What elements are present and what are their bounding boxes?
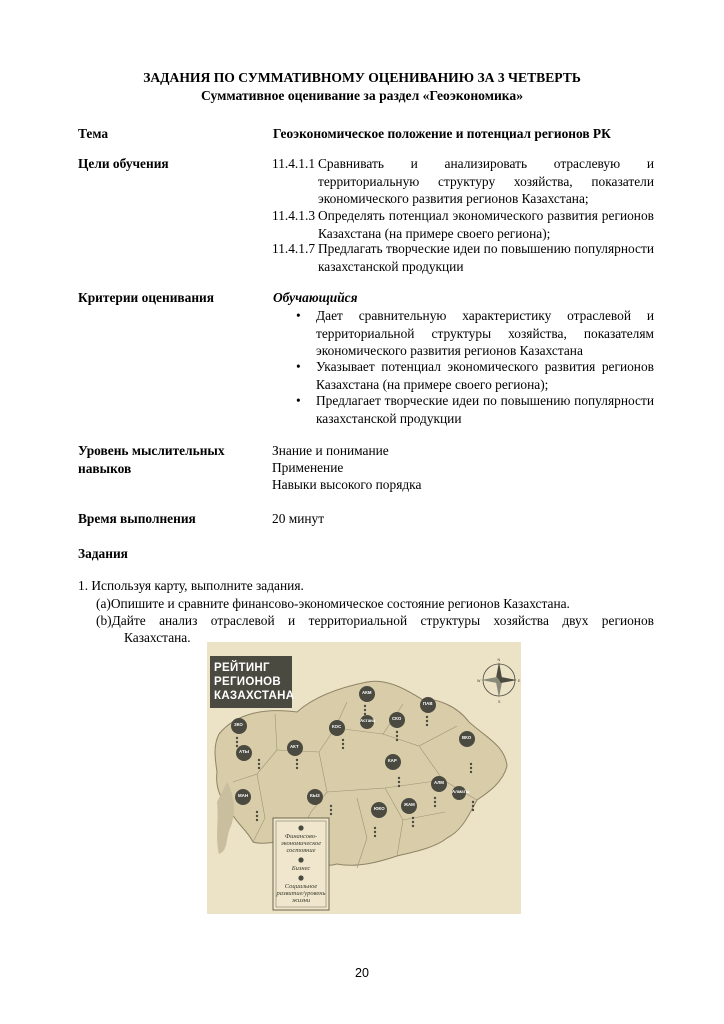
region-label: СКО: [392, 716, 402, 721]
map-title-line: КАЗАХСТАНА: [214, 690, 295, 702]
finance-icon: [298, 825, 303, 830]
time-label: Время выполнения: [78, 511, 196, 526]
region-label: АТЫ: [239, 749, 249, 754]
region-label: КЫЗ: [310, 793, 320, 798]
map-title-line: РЕГИОНОВ: [214, 676, 282, 688]
region-label: КОС: [332, 724, 342, 729]
compass-east-label: E: [518, 679, 521, 683]
legend-label: состояние: [286, 847, 316, 854]
social-icon: [298, 875, 303, 880]
regions-rating-map: [207, 642, 521, 914]
region-label: ЮКО: [374, 806, 385, 811]
task-intro: 1. Используя карту, выполните задания.: [78, 578, 304, 593]
objective-text: Определять потенциал экономического развития регионов Казахстана (на примере своего региона);: [318, 208, 654, 241]
legend-label: Финансово-: [284, 833, 318, 840]
region-label: ЗКО: [234, 722, 243, 727]
thinking-label: [78, 442, 225, 478]
criteria-text: Предлагает творческие идеи по повышению популярности казахстанской продукции: [316, 393, 654, 426]
legend-label: жизни: [291, 897, 311, 904]
objective-code: 11.4.1.3: [272, 208, 316, 223]
tasks-heading: Задания: [78, 546, 128, 561]
thinking-level: Знание и понимание: [272, 443, 389, 458]
objectives-label: Цели обучения: [78, 156, 169, 171]
map-legend: [273, 818, 329, 910]
compass-north-label: N: [497, 658, 501, 662]
legend-label: экономическое: [280, 840, 322, 847]
objective-item: [272, 155, 654, 208]
bullet-icon: •: [296, 393, 301, 408]
criteria-heading: Обучающийся: [273, 290, 358, 305]
criteria-item: [296, 307, 654, 360]
region-label: Алматы: [452, 789, 470, 794]
objective-item: [272, 207, 654, 242]
task-b-continued: Казахстана.: [124, 630, 191, 645]
objective-code: 11.4.1.7: [272, 241, 316, 256]
document-title: ЗАДАНИЯ ПО СУММАТИВНОМУ ОЦЕНИВАНИЮ ЗА 3 ЧЕТВЕРТЬ: [143, 70, 581, 85]
time-value: 20 минут: [272, 511, 325, 526]
region-label: ПАВ: [423, 701, 433, 706]
criteria-text: Указывает потенциал экономического развития регионов Казахстана (на примере своего региона);: [316, 359, 654, 392]
region-label: МАН: [238, 793, 248, 798]
objective-item: [272, 240, 654, 275]
criteria-text: Дает сравнительную характеристику отраслевой и территориальной структуры хозяйства, показателям экономического развития регионов Казахстана: [316, 308, 654, 359]
objective-code: 11.4.1.1: [272, 156, 316, 171]
thinking-label-line: навыков: [78, 461, 132, 476]
region-label: ЖАМ: [404, 802, 415, 807]
criteria-label: Критерии оценивания: [78, 290, 215, 305]
bullet-icon: •: [296, 308, 301, 323]
topic-value: Геоэкономическое положение и потенциал регионов РК: [273, 126, 611, 141]
objective-text: Сравнивать и анализировать отраслевую и территориальную структуру хозяйства, показатели экономического развития регионов Казахстана;: [318, 156, 654, 207]
map-title-line: РЕЙТИНГ: [214, 662, 270, 674]
topic-label: Тема: [78, 126, 109, 141]
thinking-level: Применение: [272, 460, 344, 475]
legend-label: Бизнес: [291, 865, 311, 872]
thinking-label-line: Уровень мыслительных: [78, 443, 225, 458]
bullet-icon: •: [296, 359, 301, 374]
page-number: 20: [355, 966, 369, 980]
region-label: АКТ: [290, 744, 299, 749]
objective-text: Предлагать творческие идеи по повышению популярности казахстанской продукции: [318, 241, 654, 274]
compass-south-label: S: [498, 700, 501, 704]
task-a: (a)Опишите и сравните финансово-экономическое состояние регионов Казахстана.: [96, 596, 570, 611]
business-icon: [298, 857, 303, 862]
region-label: АЛМ: [434, 780, 444, 785]
task-b: (b)Дайте анализ отраслевой и территориальной структуры хозяйства двух регионов: [96, 613, 654, 628]
region-label: КАР: [388, 758, 397, 763]
compass-west-label: W: [477, 679, 481, 683]
region-label: АКМ: [362, 690, 372, 695]
thinking-level: Навыки высокого порядка: [272, 477, 422, 492]
region-label: ВКО: [462, 735, 472, 740]
criteria-item: [296, 392, 654, 427]
legend-label: развитие/уровень: [276, 890, 326, 897]
criteria-item: [296, 358, 654, 393]
region-label: Астана: [360, 718, 376, 723]
document-subtitle: Суммативное оценивание за раздел «Геоэкономика»: [200, 88, 524, 103]
legend-label: Социальное: [284, 883, 318, 890]
